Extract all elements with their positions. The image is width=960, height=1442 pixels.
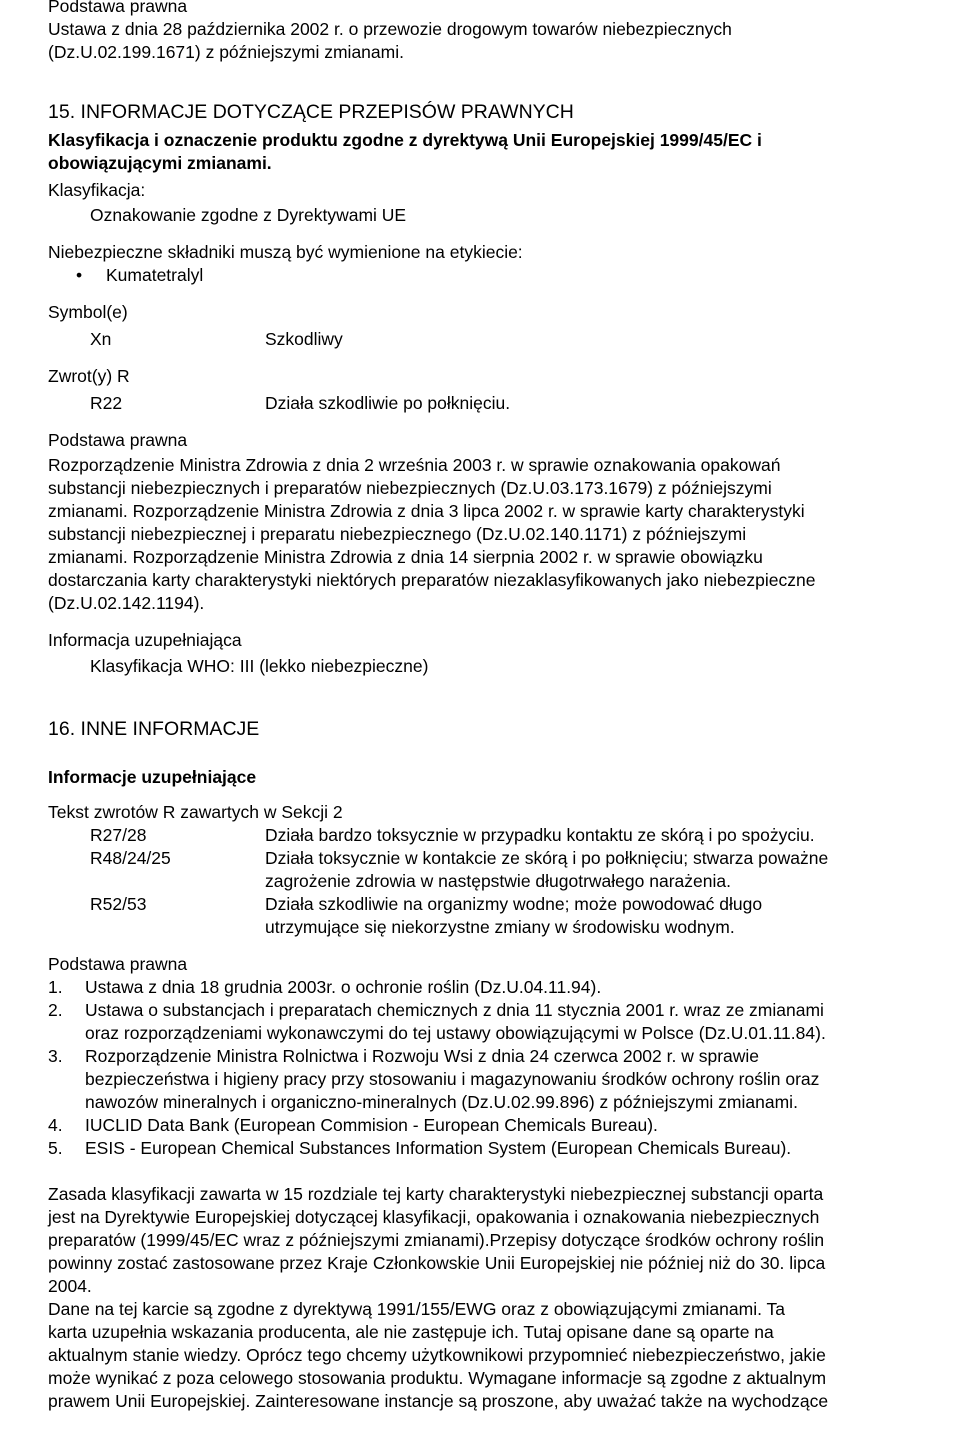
legal-list-item (48, 976, 953, 999)
r-phrase-description: Działa szkodliwie po połknięciu. (265, 393, 511, 413)
closing-paragraph-line: preparatów (1999/45/EC wraz z późniejszymi zmianami).Przepisy dotyczące środków ochrony roślin (48, 1230, 825, 1250)
legal-list-text: Ustawa z dnia 18 grudnia 2003r. o ochronie roślin (Dz.U.04.11.94). (85, 977, 602, 997)
legal-basis-heading-top: Podstawa prawna (48, 0, 188, 16)
legal-list-number: 3. (48, 1046, 63, 1066)
closing-paragraph-line: jest na Dyrektywie Europejskiej dotyczącej klasyfikacji, opakowania i oznakowania niebezpiecznych (48, 1207, 820, 1227)
closing-paragraph-line: Zasada klasyfikacji zawarta w 15 rozdziale tej karty charakterystyki niebezpiecznej substancji oparta (48, 1184, 824, 1204)
legal-list-text: Rozporządzenie Ministra Rolnictwa i Rozwoju Wsi z dnia 24 czerwca 2002 r. w sprawie (85, 1046, 760, 1066)
closing-paragraph-line: karta uzupełnia wskazania producenta, ale nie zastępuje ich. Tutaj opisane dane są oparte na (48, 1322, 774, 1342)
legal-list-item (48, 999, 953, 1045)
hazardous-components-label: Niebezpieczne składniki muszą być wymienione na etykiecie: (48, 242, 523, 262)
legal-list-text: oraz rozporządzeniami wykonawczymi do tej ustawy obowiązującymi w Polsce (Dz.U.01.11.84). (85, 1023, 826, 1043)
legal-list-item (48, 1114, 953, 1137)
bullet-icon: • (76, 265, 83, 285)
legal-basis-line: zmianami. Rozporządzenie Ministra Zdrowia z dnia 3 lipca 2002 r. w sprawie karty charakterystyki (48, 501, 805, 521)
legal-basis-line: (Dz.U.02.142.1194). (48, 593, 205, 613)
r-phrase-text-line: zagrożenie zdrowia w następstwie długotrwałego narażenia. (265, 871, 731, 891)
legal-list-item (48, 1137, 953, 1160)
r-phrase-text-row (48, 847, 953, 893)
supplementary-info-value: Klasyfikacja WHO: III (lekko niebezpieczne) (90, 656, 429, 676)
r-phrases-label: Zwrot(y) R (48, 366, 130, 386)
legal-basis-label: Podstawa prawna (48, 430, 188, 450)
section-16-subheading: Informacje uzupełniające (48, 767, 257, 787)
section-16-title: 16. INNE INFORMACJE (48, 718, 260, 740)
legal-basis-line: zmianami. Rozporządzenie Ministra Zdrowia z dnia 14 sierpnia 2002 r. w sprawie obowiązku (48, 547, 763, 567)
closing-paragraph-line: może wynikać z poza celowego stosowania produktu. Wymagane informacje są zgodne z aktualnym (48, 1368, 827, 1388)
r-phrase-text-line: Działa toksycznie w kontakcie ze skórą i po połknięciu; stwarza poważne (265, 848, 829, 868)
legal-basis-line: dostarczania karty charakterystyki niektórych preparatów niezaklasyfikowanych jako niebezpieczne (48, 570, 816, 590)
symbol-description: Szkodliwy (265, 329, 343, 349)
r-phrase-text-code: R27/28 (90, 825, 147, 845)
r-phrases-text-label: Tekst zwrotów R zawartych w Sekcji 2 (48, 802, 343, 822)
legal-list-text: bezpieczeństwa i higieny pracy przy stosowaniu i magazynowaniu środków ochrony roślin oraz (85, 1069, 820, 1089)
legal-list-number: 2. (48, 1000, 63, 1020)
document-page (48, 0, 953, 1413)
r-phrase-row (48, 392, 953, 415)
transport-act-line-1: Ustawa z dnia 28 października 2002 r. o przewozie drogowym towarów niebezpiecznych (48, 19, 732, 39)
hazardous-component-name: Kumatetralyl (106, 265, 204, 285)
legal-basis-label-16: Podstawa prawna (48, 954, 188, 974)
closing-paragraph-line: Dane na tej karcie są zgodne z dyrektywą 1991/155/EWG oraz z obowiązującymi zmianami. Ta (48, 1299, 785, 1319)
r-phrase-text-line: Działa szkodliwie na organizmy wodne; może powodować długo (265, 894, 763, 914)
legal-list-text: Ustawa o substancjach i preparatach chemicznych z dnia 11 stycznia 2001 r. wraz ze zmianami (85, 1000, 824, 1020)
legal-list-number: 4. (48, 1115, 63, 1135)
closing-paragraph-line: prawem Unii Europejskiej. Zainteresowane instancje są proszone, aby uważać także na wychodzące (48, 1391, 829, 1411)
legal-basis-line: substancji niebezpiecznych i preparatów niebezpiecznych (Dz.U.03.173.1679) z późniejszymi (48, 478, 772, 498)
legal-list-text: IUCLID Data Bank (European Commision - European Chemicals Bureau). (85, 1115, 658, 1135)
r-phrase-text-row (48, 893, 953, 939)
transport-act-line-2: (Dz.U.02.199.1671) z późniejszymi zmianami. (48, 42, 404, 62)
legal-list-item (48, 1045, 953, 1114)
section-15-intro-line-1: Klasyfikacja i oznaczenie produktu zgodne z dyrektywą Unii Europejskiej 1999/45/EC i (48, 130, 762, 150)
symbol-code: Xn (90, 329, 112, 349)
legal-list-text: nawozów mineralnych i organiczno-mineralnych (Dz.U.02.99.896) z późniejszymi zmianami. (85, 1092, 798, 1112)
r-phrase-text-line: Działa bardzo toksycznie w przypadku kontaktu ze skórą i po spożyciu. (265, 825, 815, 845)
legal-list-number: 1. (48, 977, 63, 997)
section-15-title: 15. INFORMACJE DOTYCZĄCE PRZEPISÓW PRAWNYCH (48, 101, 574, 123)
symbol-row (48, 328, 953, 351)
r-phrase-text-code: R48/24/25 (90, 848, 171, 868)
closing-paragraph-line: aktualnym stanie wiedzy. Oprócz tego chcemy użytkownikowi przypomnieć niebezpieczeństwo, jakie (48, 1345, 826, 1365)
hazardous-component-item (48, 264, 953, 287)
r-phrase-text-line: utrzymujące się niekorzystne zmiany w środowisku wodnym. (265, 917, 735, 937)
section-15-intro-line-2: obowiązującymi zmianami. (48, 153, 272, 173)
legal-list-number: 5. (48, 1138, 63, 1158)
symbol-label: Symbol(e) (48, 302, 128, 322)
legal-basis-line: Rozporządzenie Ministra Zdrowia z dnia 2 września 2003 r. w sprawie oznakowania opakowań (48, 455, 781, 475)
r-phrase-text-row (48, 824, 953, 847)
supplementary-info-label: Informacja uzupełniająca (48, 630, 242, 650)
closing-paragraph-line: 2004. (48, 1276, 92, 1296)
r-phrase-code: R22 (90, 393, 123, 413)
r-phrase-text-code: R52/53 (90, 894, 147, 914)
legal-list-text: ESIS - European Chemical Substances Information System (European Chemicals Bureau). (85, 1138, 792, 1158)
classification-value: Oznakowanie zgodne z Dyrektywami UE (90, 205, 407, 225)
closing-paragraph-line: powinny zostać zastosowane przez Kraje Członkowskie Unii Europejskiej nie później niż do 30. lipca (48, 1253, 826, 1273)
classification-label: Klasyfikacja: (48, 180, 146, 200)
legal-basis-line: substancji niebezpiecznej i preparatu niebezpiecznego (Dz.U.02.140.1171) z późniejszymi (48, 524, 747, 544)
